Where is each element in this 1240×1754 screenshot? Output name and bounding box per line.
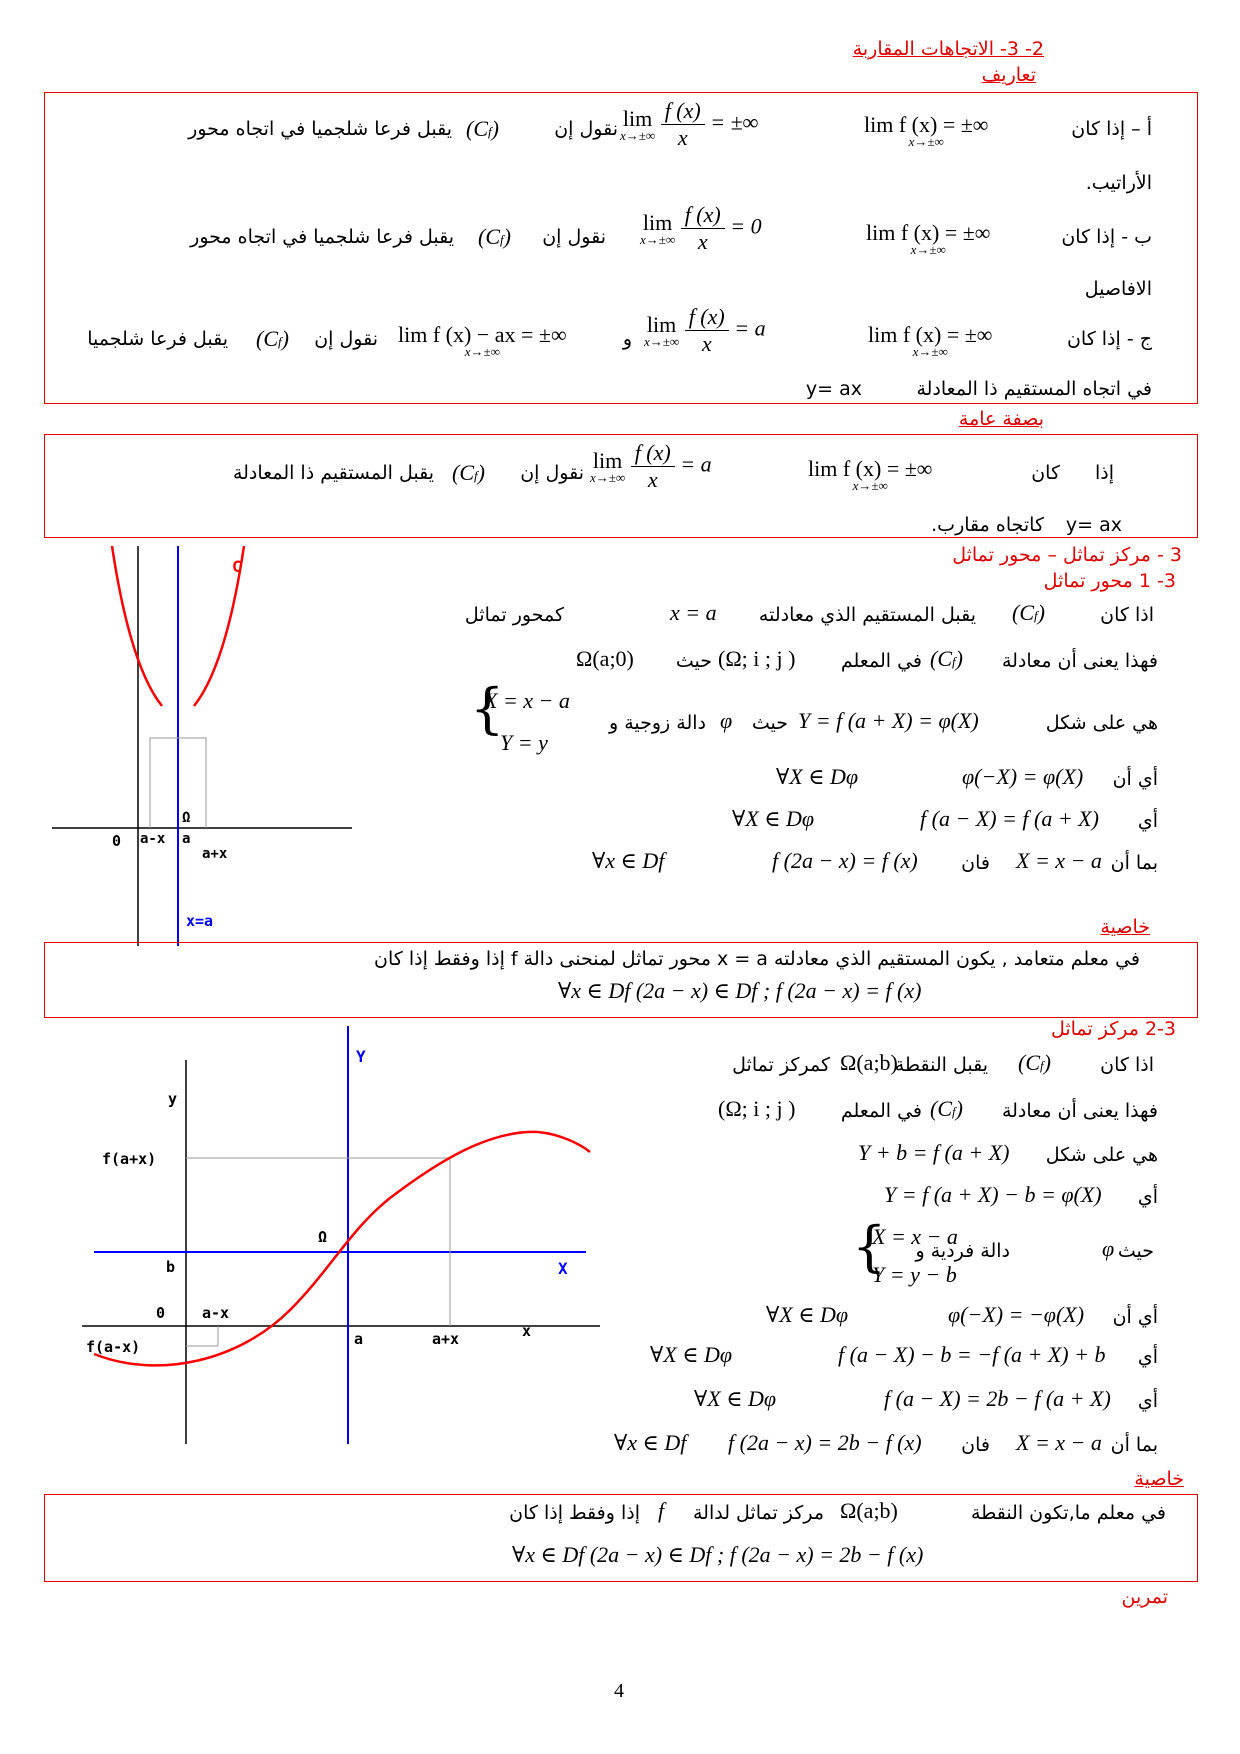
x-label: x bbox=[522, 1322, 532, 1340]
def-a-tail2: الأراتيب. bbox=[1085, 172, 1152, 194]
fapx-label: f(a+x) bbox=[102, 1150, 157, 1168]
axis-l1-eq: x = a bbox=[670, 600, 717, 625]
def-b-prefix: ب - إذا كان bbox=[1061, 226, 1152, 248]
axis-title: 3- 1 محور تماثل bbox=[1043, 570, 1176, 592]
general-tail2: كاتجاه مقارب. bbox=[931, 514, 1044, 536]
a-plus-x-label: a+x bbox=[202, 846, 228, 862]
center-l7-prefix: أي bbox=[1137, 1346, 1158, 1368]
center-l6-q: ∀X ∈ Dφ bbox=[766, 1302, 849, 1327]
center-l1-tail: كمركز تماثل bbox=[732, 1054, 830, 1076]
graph-center-symmetry bbox=[80, 1020, 600, 1444]
general-cond1: lim f (x) = ±∞ x→±∞ bbox=[808, 456, 933, 493]
center-l4-eq: Y = f (a + X) − b = φ(X) bbox=[884, 1182, 1102, 1207]
prop2-l1-pt: Ω(a;b) bbox=[840, 1498, 898, 1523]
def-b-tail: يقبل فرعا شلجميا في اتجاه محور bbox=[190, 226, 454, 248]
c-label: C bbox=[232, 557, 242, 576]
prop2-l1-prefix: في معلم ما,تكون النقطة bbox=[970, 1502, 1166, 1524]
def-a-cond1 bbox=[864, 112, 988, 150]
center-l3-prefix: هي على شكل bbox=[1045, 1144, 1158, 1166]
section-title: 2- 3- الاتجاهات المقاربة bbox=[852, 38, 1044, 60]
def-c-and: و bbox=[622, 328, 632, 350]
axis-l1-mid: يقبل المستقيم الذي معادلته bbox=[758, 604, 976, 626]
axis-l4-q: ∀X ∈ Dφ bbox=[776, 764, 859, 789]
guide-famx bbox=[186, 1326, 218, 1346]
center-l5-prefix: حيث bbox=[1117, 1240, 1154, 1262]
axis-l6-q: ∀x ∈ Df bbox=[592, 848, 665, 873]
axis-l2-cf: (Cf) bbox=[930, 646, 963, 671]
center-l9-prefix: بما أن bbox=[1110, 1434, 1158, 1456]
center-l7-q: ∀X ∈ Dφ bbox=[650, 1342, 733, 1367]
axis-l1-cf: (Cf) bbox=[1012, 600, 1045, 625]
def-c-cf: (Cf) bbox=[256, 326, 289, 351]
def-c-rhs: = a bbox=[734, 315, 766, 341]
y-label: y bbox=[168, 1090, 178, 1108]
def-a-tail: يقبل فرعا شلجميا في اتجاه محور bbox=[188, 118, 452, 140]
center-l3-eq: Y + b = f (a + X) bbox=[858, 1140, 1010, 1165]
a-minus-x-label: a-x bbox=[140, 831, 166, 847]
center-system-brace: { bbox=[852, 1215, 887, 1278]
lim-sub: x→±∞ bbox=[620, 127, 656, 143]
axis-sys1: X = x − a bbox=[484, 688, 570, 713]
axis-l6-eq: f (2a − x) = f (x) bbox=[772, 848, 918, 873]
center-l9-fan: فان bbox=[961, 1434, 990, 1456]
general-eq: y= ax bbox=[1065, 514, 1122, 536]
axis-l1-prefix: اذا كان bbox=[1100, 604, 1154, 626]
lim-sub: x→±∞ bbox=[908, 134, 944, 149]
center-l8-eq: f (a − X) = 2b − f (a + X) bbox=[884, 1386, 1111, 1411]
general-label: بصفة عامة bbox=[958, 408, 1044, 430]
center-l2-frame: (Ω; i ; j ) bbox=[718, 1096, 796, 1121]
center-l6-prefix: أي أن bbox=[1112, 1306, 1158, 1328]
graph-axis-symmetry bbox=[52, 546, 352, 946]
x-eq-a-label: x=a bbox=[186, 912, 214, 930]
center-l5-tail: دالة فردية و bbox=[915, 1240, 1010, 1262]
def-c-cond1: lim f (x) = ±∞ x→±∞ bbox=[868, 322, 993, 359]
exercise-label: تمرين bbox=[1121, 1586, 1168, 1608]
curve-left bbox=[112, 546, 162, 706]
def-c-text: نقول إن bbox=[314, 328, 378, 350]
a-label: a bbox=[182, 831, 191, 847]
omega-label: Ω bbox=[318, 1228, 328, 1246]
center-l9-q: ∀x ∈ Df bbox=[614, 1430, 687, 1455]
prop2-l1-tail: إذا وفقط إذا كان bbox=[509, 1502, 640, 1524]
general-prefix: إذا bbox=[1094, 462, 1114, 484]
center-l8-q: ∀X ∈ Dφ bbox=[694, 1386, 777, 1411]
center-sys2: Y = y − b bbox=[872, 1262, 957, 1287]
a-label: a bbox=[354, 1330, 364, 1348]
def-c-cond3: lim f (x) − ax = ±∞ x→±∞ bbox=[398, 322, 567, 359]
a-plus-x-label: a+x bbox=[432, 1330, 460, 1348]
axis-l6-fan: فان bbox=[961, 852, 990, 874]
def-b-rhs: = 0 bbox=[730, 213, 762, 239]
axis-l3-eq: Y = f (a + X) = φ(X) bbox=[798, 708, 979, 733]
def-c-eq: y= ax bbox=[805, 378, 862, 400]
def-a-cf: (Cf) bbox=[466, 116, 499, 141]
sym-title: 3 - مركز تماثل – محور تماثل bbox=[952, 544, 1182, 566]
frac-num: f (x) bbox=[661, 98, 705, 125]
general-cf: (Cf) bbox=[452, 460, 485, 485]
def-a-text: نقول إن bbox=[554, 118, 618, 140]
axis-l3-prefix: هي على شكل bbox=[1045, 712, 1158, 734]
axis-l2-mid: في المعلم bbox=[840, 650, 922, 672]
center-l2-cf: (Cf) bbox=[930, 1096, 963, 1121]
axis-l3-haith: حيث bbox=[751, 712, 788, 734]
prop1-l2: ∀x ∈ Df (2a − x) ∈ Df ; f (2a − x) = f (x) bbox=[558, 978, 922, 1003]
Y-label: Y bbox=[356, 1047, 366, 1066]
axis-l5-eq: f (a − X) = f (a + X) bbox=[920, 806, 1099, 831]
def-b-text: نقول إن bbox=[542, 226, 606, 248]
axis-l5-q: ∀X ∈ Dφ bbox=[732, 806, 815, 831]
axis-system-brace: { bbox=[470, 677, 505, 740]
center-l1-cf: (Cf) bbox=[1018, 1050, 1051, 1075]
prop2-label: خاصية bbox=[1134, 1468, 1184, 1490]
axis-l2-haith: حيث bbox=[675, 650, 712, 672]
center-l2-prefix: فهذا يعنى أن معادلة bbox=[1001, 1100, 1158, 1122]
axis-l2-frame: (Ω; i ; j ) bbox=[718, 646, 796, 671]
center-l7-eq: f (a − X) − b = −f (a + X) + b bbox=[838, 1342, 1106, 1367]
center-l1-mid: يقبل النقطة bbox=[894, 1054, 988, 1076]
prop2-l1-mid: مركز تماثل لدالة bbox=[692, 1502, 824, 1524]
def-a-cond2: lim x→±∞ $\frac{f (x)}{x}$ = ±∞ bbox=[620, 98, 759, 150]
general-cond2: lim x→±∞ $\frac{f (x)}{x}$ = a bbox=[590, 440, 712, 492]
def-c-tail2: في اتجاه المستقيم ذا المعادلة bbox=[916, 378, 1152, 400]
center-title: 2-3 مركز تماثل bbox=[1050, 1018, 1176, 1040]
axis-l4-eq: φ(−X) = φ(X) bbox=[962, 764, 1084, 789]
def-a-prefix: أ – إذا كان bbox=[1071, 118, 1152, 140]
general-tail: يقبل المستقيم ذا المعادلة bbox=[232, 462, 434, 484]
axis-l4-prefix: أي أن bbox=[1112, 768, 1158, 790]
def-b-cond2: lim x→±∞ $\frac{f (x)}{x}$ = 0 bbox=[640, 202, 762, 254]
center-l9-eq: f (2a − x) = 2b − f (x) bbox=[728, 1430, 922, 1455]
def-b-tail2: الافاصيل bbox=[1084, 278, 1152, 300]
page-number: 4 bbox=[614, 1680, 624, 1702]
axis-l1-tail: كمحور تماثل bbox=[464, 604, 564, 626]
center-l8-prefix: أي bbox=[1137, 1390, 1158, 1412]
prop1-label: خاصية bbox=[1100, 916, 1150, 938]
axis-sys2: Y = y bbox=[500, 730, 548, 755]
center-l6-eq: φ(−X) = −φ(X) bbox=[948, 1302, 1085, 1327]
center-l1-pt: Ω(a;b) bbox=[840, 1050, 898, 1075]
def-b-cond1: lim f (x) = ±∞ x→±∞ bbox=[866, 220, 991, 257]
axis-l5-prefix: أي bbox=[1137, 810, 1158, 832]
definitions-label: تعاريف bbox=[981, 64, 1036, 86]
center-l1-prefix: اذا كان bbox=[1100, 1054, 1154, 1076]
prop2-l2: ∀x ∈ Df (2a − x) ∈ Df ; f (2a − x) = 2b − f (x) bbox=[512, 1542, 924, 1567]
curve bbox=[94, 1132, 590, 1366]
b-label: b bbox=[166, 1258, 176, 1276]
axis-l3-phi: φ bbox=[720, 708, 733, 733]
a-minus-x-label: a-x bbox=[202, 1304, 230, 1322]
axis-l6-x: X = x − a bbox=[1016, 848, 1102, 873]
center-l4-prefix: أي bbox=[1137, 1186, 1158, 1208]
prop2-l1-f: f bbox=[658, 1498, 665, 1523]
famx-label: f(a-x) bbox=[86, 1338, 141, 1356]
def-c-cond2: lim x→±∞ $\frac{f (x)}{x}$ = a bbox=[644, 304, 766, 356]
prop1-l1: في معلم متعامد , يكون المستقيم الذي معادلته x = a محور تماثل لمنحنى دالة f إذا وفقط إذا كان bbox=[374, 948, 1140, 970]
center-l5-phi: φ bbox=[1102, 1236, 1115, 1261]
axis-l2-omega: Ω(a;0) bbox=[576, 646, 634, 671]
omega-label: Ω bbox=[182, 810, 191, 826]
def-a-rhs: = ±∞ bbox=[710, 109, 759, 135]
axis-l6-prefix: بما أن bbox=[1110, 852, 1158, 874]
general-text: نقول إن bbox=[520, 462, 584, 484]
general-kan: كان bbox=[1031, 462, 1060, 484]
frac-den: x bbox=[677, 125, 688, 150]
def-a-cond1-text: lim f (x) = ±∞ bbox=[864, 112, 989, 137]
axis-l3-tail: دالة زوجية و bbox=[609, 712, 706, 734]
def-c-prefix: ج - إذا كان bbox=[1066, 328, 1152, 350]
o-label: 0 bbox=[112, 832, 122, 850]
axis-l2-prefix: فهذا يعنى أن معادلة bbox=[1001, 650, 1158, 672]
center-l9-x: X = x − a bbox=[1016, 1430, 1102, 1455]
o-label: 0 bbox=[156, 1304, 166, 1322]
def-b-cf: (Cf) bbox=[478, 224, 511, 249]
center-l2-mid: في المعلم bbox=[840, 1100, 922, 1122]
def-c-tail: يقبل فرعا شلجميا bbox=[87, 328, 228, 350]
center-sys1: X = x − a bbox=[872, 1224, 958, 1249]
X-label: X bbox=[558, 1259, 568, 1278]
